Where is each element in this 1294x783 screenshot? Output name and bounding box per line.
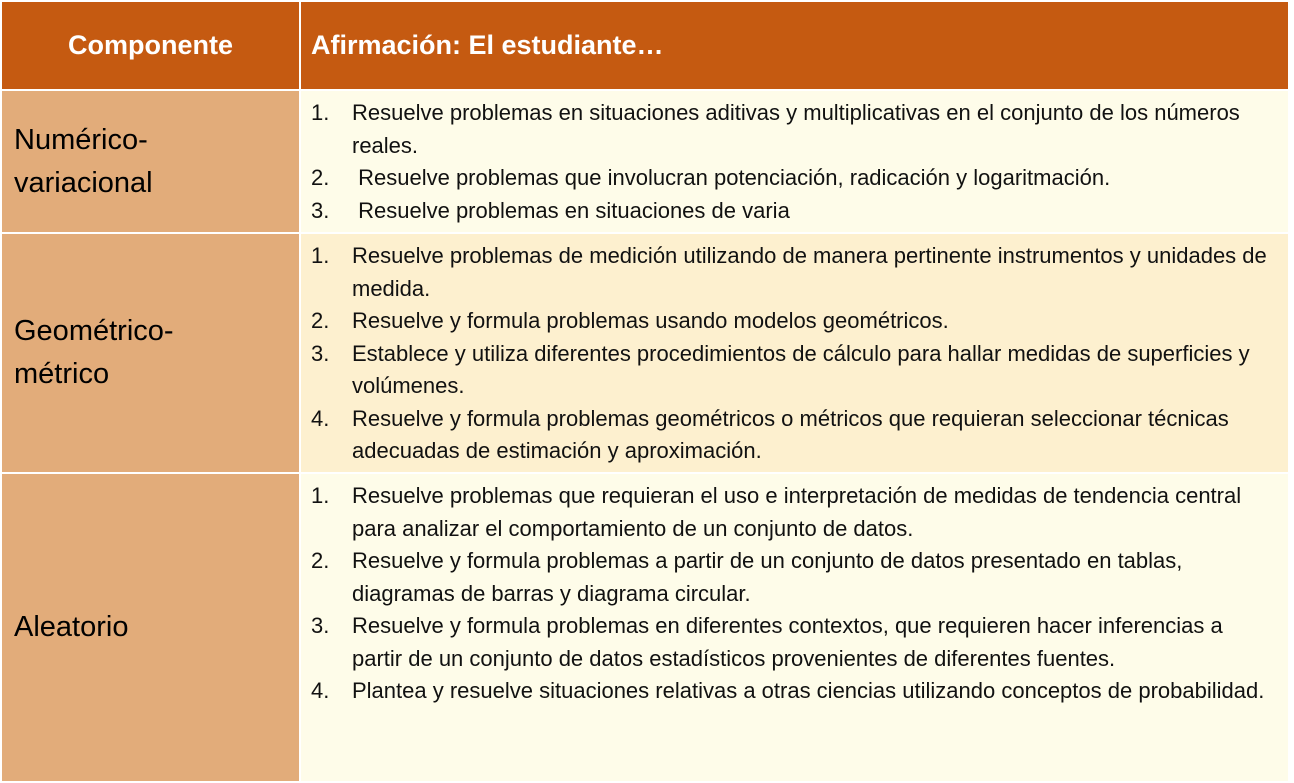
statement-text: Resuelve y formula problemas geométricos o métricos que requieran seleccionar técnicas adecuadas de estimación y aproximación.	[352, 405, 1229, 463]
statement-text: Resuelve problemas de medición utilizando de manera pertinente instrumentos y unidades de medida.	[352, 243, 1267, 301]
statement-item	[311, 305, 1278, 338]
statement-text: Establece y utiliza diferentes procedimientos de cálculo para hallar medidas de superficies y volúmenes.	[352, 340, 1250, 398]
statement-number: 3.	[311, 613, 330, 638]
statement-item	[311, 610, 1278, 675]
statement-item	[311, 240, 1278, 305]
statement-number: 1.	[311, 483, 330, 508]
statements-cell-numerico-variacional	[301, 91, 1288, 232]
competencies-table	[2, 2, 1288, 781]
component-cell-aleatorio	[2, 474, 299, 781]
statement-text: Resuelve problemas en situaciones aditivas y multiplicativas en el conjunto de los números reales.	[352, 100, 1240, 158]
component-cell-geometrico-metrico	[2, 234, 299, 472]
statement-item	[311, 338, 1278, 403]
statement-item	[311, 162, 1278, 195]
statement-number: 4.	[311, 678, 330, 703]
header-component	[2, 2, 299, 89]
statement-text: Resuelve y formula problemas a partir de un conjunto de datos presentado en tablas, diagramas de barras y diagrama circular.	[352, 548, 1183, 606]
component-label: Geométrico-métrico	[14, 315, 174, 390]
statement-item	[311, 195, 1278, 228]
statement-text: Plantea y resuelve situaciones relativas a otras ciencias utilizando conceptos de probabilidad.	[352, 678, 1265, 703]
component-cell-numerico-variacional	[2, 91, 299, 232]
statement-number: 1.	[311, 243, 330, 268]
header-statement	[301, 2, 1288, 89]
component-label: Aleatorio	[14, 611, 129, 643]
statement-item	[311, 675, 1278, 708]
statement-number: 4.	[311, 405, 330, 431]
statement-item	[311, 97, 1278, 162]
statements-cell-aleatorio	[301, 474, 1288, 781]
statement-number: 3.	[311, 197, 330, 223]
header-statement-label: Afirmación: El estudiante…	[311, 30, 664, 60]
statement-text: Resuelve problemas que involucran potenciación, radicación y logaritmación.	[352, 165, 1111, 190]
statement-number: 2.	[311, 308, 330, 333]
statement-number: 1.	[311, 100, 330, 125]
component-label: Numérico-variacional	[14, 123, 153, 199]
statement-text: Resuelve y formula problemas en diferentes contextos, que requieren hacer inferencias a partir de un conjunto de datos estadísticos provenientes de diferentes fuentes.	[352, 613, 1223, 671]
statement-item	[311, 545, 1278, 610]
statement-number: 3.	[311, 340, 330, 366]
statement-item	[311, 403, 1278, 468]
statements-cell-geometrico-metrico	[301, 234, 1288, 472]
statement-text: Resuelve problemas que requieran el uso e interpretación de medidas de tendencia central para analizar el comportamiento de un conjunto de datos.	[352, 483, 1242, 541]
statement-text: Resuelve problemas en situaciones de varia	[352, 197, 790, 223]
header-component-label: Componente	[68, 30, 233, 60]
statement-item	[311, 480, 1278, 545]
statement-number: 2.	[311, 165, 330, 190]
statement-number: 2.	[311, 548, 330, 573]
statement-text: Resuelve y formula problemas usando modelos geométricos.	[352, 308, 949, 333]
